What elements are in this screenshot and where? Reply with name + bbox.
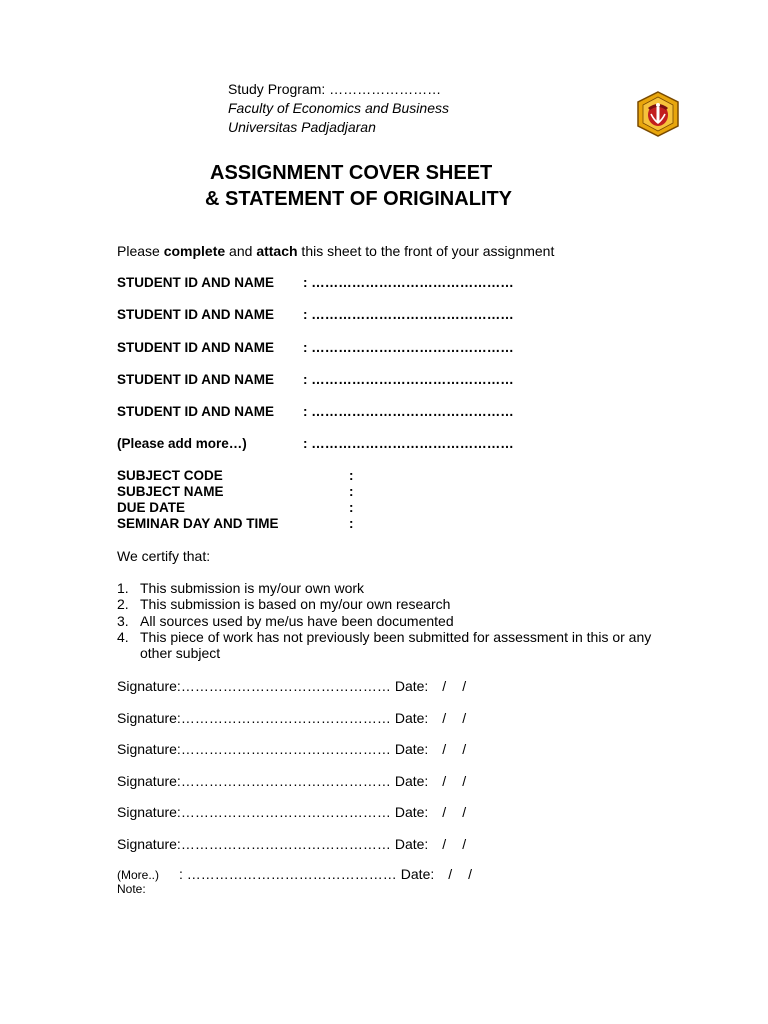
- certify-text: We certify that:: [117, 548, 211, 564]
- student-label: STUDENT ID AND NAME: [117, 275, 274, 290]
- student-row: [117, 436, 514, 451]
- date-label: Date:: [394, 836, 429, 852]
- student-row: [117, 340, 514, 355]
- student-field[interactable]: : ………………………………………: [303, 372, 514, 387]
- subject-row: [117, 484, 354, 499]
- faculty-name: Faculty of Economics and Business: [228, 100, 449, 116]
- signature-row: Signature:……………………………………… Date: / /: [117, 678, 467, 694]
- student-field[interactable]: : ………………………………………: [303, 275, 514, 290]
- signature-field[interactable]: ………………………………………: [180, 710, 391, 726]
- student-field[interactable]: : ………………………………………: [303, 340, 514, 355]
- subject-label: SUBJECT NAME: [117, 484, 224, 499]
- date-label: Date:: [394, 773, 429, 789]
- signature-field[interactable]: ………………………………………: [180, 678, 391, 694]
- subject-row: [117, 500, 354, 515]
- date-label: Date:: [394, 710, 429, 726]
- student-row: [117, 275, 514, 290]
- study-program-line: Study Program: ……………………: [228, 81, 442, 97]
- more-signature-row: (More..) : ……………………………………… Date: / /: [117, 866, 473, 882]
- list-item: 2. This submission is based on my/our own research: [117, 596, 451, 613]
- instruction-text: Please complete and attach this sheet to the front of your assignment: [117, 243, 555, 259]
- subject-field[interactable]: :: [349, 468, 354, 483]
- subject-field[interactable]: :: [349, 500, 354, 515]
- subject-field[interactable]: :: [349, 516, 354, 531]
- signature-field[interactable]: ………………………………………: [180, 804, 391, 820]
- student-row: [117, 372, 514, 387]
- signature-field[interactable]: ………………………………………: [180, 773, 391, 789]
- subject-label: DUE DATE: [117, 500, 186, 515]
- student-label: (Please add more…): [117, 436, 247, 451]
- list-item: 3. All sources used by me/us have been documented: [117, 612, 454, 629]
- subject-row: [117, 516, 354, 531]
- student-label: STUDENT ID AND NAME: [117, 307, 274, 322]
- subject-label: SEMINAR DAY AND TIME: [117, 516, 279, 531]
- note-label: Note:: [117, 882, 146, 896]
- list-item: 4. This piece of work has not previously been submitted for assessment in this or any other subject: [117, 628, 652, 662]
- signature-field[interactable]: ………………………………………: [180, 836, 391, 852]
- student-field[interactable]: : ………………………………………: [303, 404, 514, 419]
- student-label: STUDENT ID AND NAME: [117, 404, 274, 419]
- student-row: [117, 404, 514, 419]
- student-label: STUDENT ID AND NAME: [117, 372, 274, 387]
- signature-row: Signature:……………………………………… Date: / /: [117, 741, 467, 757]
- list-item: 1. This submission is my/our own work: [117, 580, 365, 596]
- subject-row: [117, 468, 354, 483]
- certify-list: [117, 580, 660, 661]
- signature-row: Signature:……………………………………… Date: / /: [117, 710, 467, 726]
- student-row: [117, 307, 514, 322]
- subject-field[interactable]: :: [349, 484, 354, 499]
- student-field[interactable]: : ………………………………………: [303, 307, 514, 322]
- signature-row: Signature:……………………………………… Date: / /: [117, 804, 467, 820]
- student-label: STUDENT ID AND NAME: [117, 340, 274, 355]
- university-name: Universitas Padjadjaran: [228, 119, 376, 135]
- date-label: Date:: [400, 866, 435, 882]
- university-emblem-icon: [634, 90, 682, 138]
- date-label: Date:: [394, 678, 429, 694]
- student-field[interactable]: : ………………………………………: [303, 436, 514, 451]
- subject-label: SUBJECT CODE: [117, 468, 223, 483]
- signature-row: Signature:……………………………………… Date: / /: [117, 773, 467, 789]
- date-label: Date:: [394, 804, 429, 820]
- date-label: Date:: [394, 741, 429, 757]
- signature-row: Signature:……………………………………… Date: / /: [117, 836, 467, 852]
- signature-field[interactable]: ………………………………………: [180, 741, 391, 757]
- signature-field[interactable]: : ………………………………………: [179, 866, 397, 882]
- title-line-1: ASSIGNMENT COVER SHEET: [210, 162, 493, 184]
- more-label: (More..): [117, 868, 159, 882]
- title-line-2: & STATEMENT OF ORIGINALITY: [205, 188, 513, 210]
